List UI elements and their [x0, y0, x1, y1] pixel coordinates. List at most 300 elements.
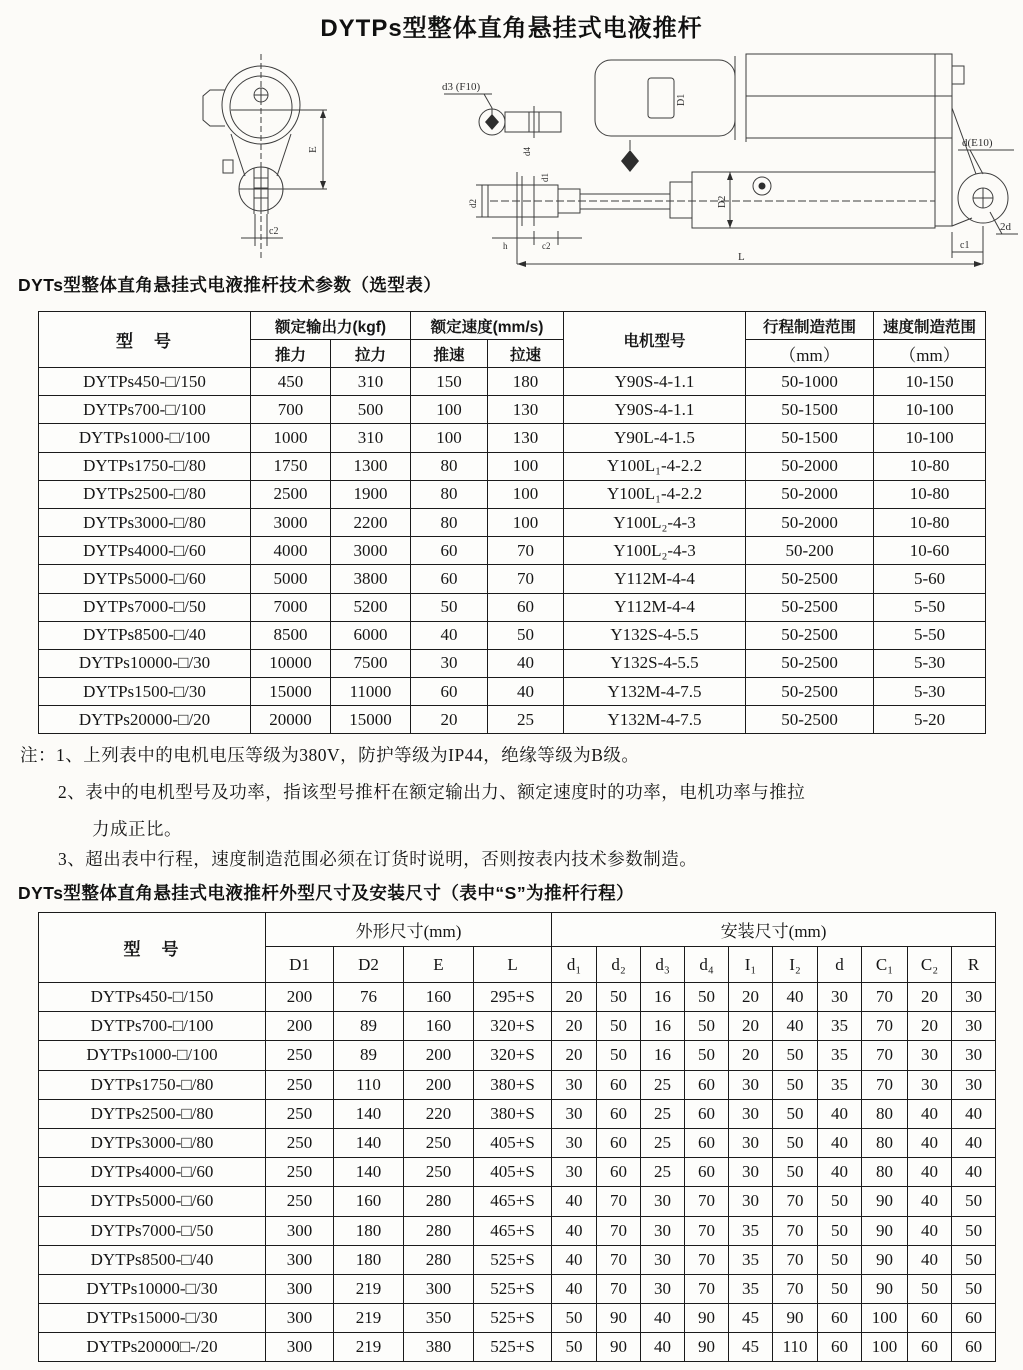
cell-D1: 200 [266, 983, 334, 1012]
header-pull-speed: 拉速 [488, 340, 564, 368]
cell-R: 40 [952, 1099, 996, 1128]
header-col-I1: I₁ [729, 947, 773, 983]
dim-label-d1: d1 [540, 173, 550, 182]
spec-table [38, 311, 986, 734]
cell-d3: 25 [641, 1099, 685, 1128]
cell-push-speed: 100 [411, 396, 488, 424]
header-col-I2: I₂ [773, 947, 818, 983]
table-row [39, 1070, 996, 1099]
cell-R: 30 [952, 1012, 996, 1041]
cell-model: DYTPs10000-□/30 [39, 649, 251, 677]
cell-pull-force: 310 [331, 424, 411, 452]
cell-pull-force: 310 [331, 368, 411, 396]
header-col-L: L [474, 947, 552, 983]
cell-I1: 35 [729, 1274, 773, 1303]
table-row [39, 706, 986, 734]
cell-d: 40 [818, 1158, 862, 1187]
cell-pull-speed: 100 [488, 480, 564, 508]
dimension-table-caption: DYTs型整体直角悬挂式电液推杆外型尺寸及安装尺寸（表中“S”为推杆行程） [18, 883, 635, 903]
cell-model: DYTPs3000-□/80 [39, 1128, 266, 1157]
cell-L: 525+S [474, 1245, 552, 1274]
cell-model: DYTPs450-□/150 [39, 983, 266, 1012]
cell-speed-range: 5-50 [874, 621, 986, 649]
spec-table-body [39, 368, 986, 734]
cell-d: 50 [818, 1216, 862, 1245]
cell-C2: 40 [908, 1158, 952, 1187]
cell-d1: 50 [552, 1304, 597, 1333]
cell-motor-model: Y100L₂-4-3 [564, 508, 746, 536]
header-col-d3: d₃ [641, 947, 685, 983]
right-view-geometry [444, 54, 1018, 267]
cell-I2: 50 [773, 1070, 818, 1099]
cell-pull-speed: 25 [488, 706, 564, 734]
cell-d1: 20 [552, 1012, 597, 1041]
cell-R: 50 [952, 1216, 996, 1245]
cell-stroke-range: 50-2000 [746, 508, 874, 536]
cell-speed-range: 5-20 [874, 706, 986, 734]
cell-I2: 70 [773, 1187, 818, 1216]
cell-d: 50 [818, 1274, 862, 1303]
cell-L: 320+S [474, 1041, 552, 1070]
cell-d4: 60 [685, 1158, 729, 1187]
cell-push-speed: 80 [411, 508, 488, 536]
cell-d2: 60 [597, 1128, 641, 1157]
cell-pull-force: 500 [331, 396, 411, 424]
cell-D1: 200 [266, 1012, 334, 1041]
cell-stroke-range: 50-1500 [746, 424, 874, 452]
dim-label-D1: D1 [676, 93, 687, 106]
cell-d1: 30 [552, 1128, 597, 1157]
cell-D1: 250 [266, 1070, 334, 1099]
dim-label-L: L [738, 251, 745, 263]
cell-E: 250 [404, 1128, 474, 1157]
cell-push-speed: 100 [411, 424, 488, 452]
cell-stroke-range: 50-2500 [746, 621, 874, 649]
cell-d3: 16 [641, 1012, 685, 1041]
cell-D1: 300 [266, 1245, 334, 1274]
cell-E: 380 [404, 1333, 474, 1362]
cell-motor-model: Y112M-4-4 [564, 593, 746, 621]
cell-d2: 70 [597, 1245, 641, 1274]
cell-push-force: 450 [251, 368, 331, 396]
cell-C1: 90 [862, 1187, 908, 1216]
header-model: 型 号 [39, 312, 251, 368]
cell-d3: 30 [641, 1187, 685, 1216]
cell-R: 60 [952, 1304, 996, 1333]
cell-model: DYTPs1750-□/80 [39, 1070, 266, 1099]
cell-model: DYTPs10000-□/30 [39, 1274, 266, 1303]
cell-push-force: 10000 [251, 649, 331, 677]
note-line-1: 注：1、上列表中的电机电压等级为380V，防护等级为IP44，绝缘等级为B级。 [20, 745, 640, 765]
table-row [39, 452, 986, 480]
cell-d4: 60 [685, 1070, 729, 1099]
cell-speed-range: 10-60 [874, 537, 986, 565]
cell-pull-speed: 100 [488, 508, 564, 536]
cell-d: 35 [818, 1012, 862, 1041]
cell-I1: 35 [729, 1245, 773, 1274]
cell-pull-force: 3000 [331, 537, 411, 565]
table-row [39, 537, 986, 565]
cell-push-speed: 40 [411, 621, 488, 649]
cell-C2: 30 [908, 1041, 952, 1070]
cell-C2: 40 [908, 1216, 952, 1245]
cell-I1: 20 [729, 983, 773, 1012]
left-view-geometry [203, 54, 327, 258]
cell-d4: 50 [685, 1012, 729, 1041]
cell-D1: 300 [266, 1274, 334, 1303]
drawing-left-view [185, 52, 400, 266]
cell-I1: 20 [729, 1012, 773, 1041]
table-row [39, 1099, 996, 1128]
cell-d: 30 [818, 983, 862, 1012]
table-row [39, 1012, 996, 1041]
drawing-right-view [430, 46, 1020, 274]
header-pull-force: 拉力 [331, 340, 411, 368]
cell-pull-speed: 70 [488, 537, 564, 565]
table-row [39, 1158, 996, 1187]
cell-R: 60 [952, 1333, 996, 1362]
cell-C1: 90 [862, 1274, 908, 1303]
cell-model: DYTPs8500-□/40 [39, 621, 251, 649]
label-2d: 2d [1000, 221, 1011, 233]
cell-d3: 16 [641, 983, 685, 1012]
dim-label-E: E [307, 146, 319, 153]
cell-E: 250 [404, 1158, 474, 1187]
cell-d3: 40 [641, 1304, 685, 1333]
cell-push-force: 7000 [251, 593, 331, 621]
cell-pull-force: 5200 [331, 593, 411, 621]
cell-d2: 50 [597, 983, 641, 1012]
table-row [39, 1041, 996, 1070]
cell-push-force: 1000 [251, 424, 331, 452]
cell-push-force: 15000 [251, 678, 331, 706]
dim-header-row-1 [39, 913, 996, 947]
cell-L: 465+S [474, 1187, 552, 1216]
cell-stroke-range: 50-2500 [746, 565, 874, 593]
cell-D1: 250 [266, 1158, 334, 1187]
cell-push-force: 8500 [251, 621, 331, 649]
page-title: DYTPs型整体直角悬挂式电液推杆 [320, 15, 703, 42]
cell-d3: 25 [641, 1128, 685, 1157]
cell-push-force: 1750 [251, 452, 331, 480]
cell-C1: 80 [862, 1099, 908, 1128]
cell-d3: 25 [641, 1158, 685, 1187]
cell-pull-speed: 130 [488, 396, 564, 424]
cell-D2: 140 [334, 1128, 404, 1157]
table-row [39, 621, 986, 649]
cell-d: 50 [818, 1187, 862, 1216]
header-push-force: 推力 [251, 340, 331, 368]
cell-d2: 70 [597, 1187, 641, 1216]
cell-C1: 70 [862, 1041, 908, 1070]
table-row [39, 678, 986, 706]
cell-I2: 50 [773, 1128, 818, 1157]
cell-I2: 90 [773, 1304, 818, 1333]
cell-d4: 70 [685, 1274, 729, 1303]
header-col-D1: D1 [266, 947, 334, 983]
cell-L: 405+S [474, 1158, 552, 1187]
header-stroke-range: 行程制造范围 [746, 312, 874, 340]
cell-model: DYTPs1000-□/100 [39, 1041, 266, 1070]
cell-D2: 89 [334, 1041, 404, 1070]
cell-D1: 250 [266, 1041, 334, 1070]
cell-D1: 300 [266, 1304, 334, 1333]
cell-E: 300 [404, 1274, 474, 1303]
cell-model: DYTPs20000□-/20 [39, 1333, 266, 1362]
cell-I2: 40 [773, 983, 818, 1012]
cell-E: 280 [404, 1245, 474, 1274]
cell-I2: 50 [773, 1158, 818, 1187]
cell-motor-model: Y100L₂-4-3 [564, 537, 746, 565]
dim-label-d2: d2 [468, 199, 478, 208]
cell-D2: 180 [334, 1216, 404, 1245]
table-row [39, 1333, 996, 1362]
cell-push-speed: 50 [411, 593, 488, 621]
cell-d: 60 [818, 1304, 862, 1333]
note-line-2: 2、表中的电机型号及功率，指该型号推杆在额定输出力、额定速度时的功率，电机功率与推拉 [58, 782, 806, 802]
cell-model: DYTPs1000-□/100 [39, 424, 251, 452]
note-line-2-cont: 力成正比。 [92, 819, 182, 839]
cell-d2: 60 [597, 1158, 641, 1187]
header-col-d2: d₂ [597, 947, 641, 983]
cell-C1: 70 [862, 1012, 908, 1041]
dim-label-c2-left: c2 [269, 226, 279, 237]
cell-C2: 60 [908, 1333, 952, 1362]
cell-E: 280 [404, 1187, 474, 1216]
cell-D1: 300 [266, 1333, 334, 1362]
table-row [39, 480, 986, 508]
cell-motor-model: Y100L₁-4-2.2 [564, 452, 746, 480]
cell-pull-force: 7500 [331, 649, 411, 677]
cell-L: 380+S [474, 1099, 552, 1128]
cell-d3: 30 [641, 1216, 685, 1245]
cell-model: DYTPs1500-□/30 [39, 678, 251, 706]
cell-D2: 180 [334, 1245, 404, 1274]
cell-push-force: 4000 [251, 537, 331, 565]
cell-model: DYTPs7000-□/50 [39, 1216, 266, 1245]
cell-model: DYTPs20000-□/20 [39, 706, 251, 734]
cell-d2: 50 [597, 1012, 641, 1041]
table-row [39, 1128, 996, 1157]
cell-L: 465+S [474, 1216, 552, 1245]
cell-d2: 90 [597, 1333, 641, 1362]
cell-model: DYTPs4000-□/60 [39, 1158, 266, 1187]
cell-pull-speed: 130 [488, 424, 564, 452]
header-speed-unit: （mm） [874, 340, 986, 368]
cell-d4: 70 [685, 1216, 729, 1245]
cell-push-speed: 80 [411, 480, 488, 508]
cell-stroke-range: 50-2500 [746, 678, 874, 706]
cell-d1: 20 [552, 1041, 597, 1070]
cell-d1: 20 [552, 983, 597, 1012]
cell-push-speed: 150 [411, 368, 488, 396]
cell-speed-range: 5-30 [874, 649, 986, 677]
cell-stroke-range: 50-2500 [746, 706, 874, 734]
cell-stroke-range: 50-1000 [746, 368, 874, 396]
header-col-d1: d₁ [552, 947, 597, 983]
cell-D1: 250 [266, 1128, 334, 1157]
cell-motor-model: Y90S-4-1.1 [564, 368, 746, 396]
cell-push-force: 700 [251, 396, 331, 424]
cell-R: 30 [952, 983, 996, 1012]
cell-d2: 70 [597, 1216, 641, 1245]
cell-R: 30 [952, 1070, 996, 1099]
cell-d1: 40 [552, 1245, 597, 1274]
cell-stroke-range: 50-200 [746, 537, 874, 565]
spec-header-row-1 [39, 312, 986, 340]
header-rated-speed: 额定速度(mm/s) [411, 312, 564, 340]
cell-E: 350 [404, 1304, 474, 1333]
cell-model: DYTPs15000-□/30 [39, 1304, 266, 1333]
cell-C2: 40 [908, 1128, 952, 1157]
cell-D2: 160 [334, 1187, 404, 1216]
cell-I1: 30 [729, 1099, 773, 1128]
cell-E: 160 [404, 1012, 474, 1041]
cell-stroke-range: 50-2500 [746, 649, 874, 677]
technical-drawings [0, 46, 1023, 274]
cell-pull-speed: 40 [488, 649, 564, 677]
note-line-3: 3、超出表中行程，速度制造范围必须在订货时说明，否则按表内技术参数制造。 [58, 849, 698, 869]
cell-R: 40 [952, 1158, 996, 1187]
cell-d3: 30 [641, 1245, 685, 1274]
cell-D1: 300 [266, 1216, 334, 1245]
cell-model: DYTPs450-□/150 [39, 368, 251, 396]
cell-push-speed: 60 [411, 537, 488, 565]
cell-E: 280 [404, 1216, 474, 1245]
dim-label-c1: c1 [960, 240, 970, 251]
cell-speed-range: 5-60 [874, 565, 986, 593]
cell-E: 200 [404, 1041, 474, 1070]
cell-model: DYTPs700-□/100 [39, 1012, 266, 1041]
cell-E: 160 [404, 983, 474, 1012]
cell-I2: 70 [773, 1245, 818, 1274]
header-col-C1: C₁ [862, 947, 908, 983]
header-col-E: E [404, 947, 474, 983]
cell-C1: 90 [862, 1216, 908, 1245]
cell-pull-speed: 40 [488, 678, 564, 706]
cell-stroke-range: 50-2000 [746, 452, 874, 480]
header-col-C2: C₂ [908, 947, 952, 983]
cell-d4: 90 [685, 1304, 729, 1333]
cell-R: 50 [952, 1274, 996, 1303]
cell-stroke-range: 50-2000 [746, 480, 874, 508]
cell-d: 40 [818, 1099, 862, 1128]
cell-motor-model: Y100L₁-4-2.2 [564, 480, 746, 508]
cell-pull-force: 2200 [331, 508, 411, 536]
cell-motor-model: Y132M-4-7.5 [564, 678, 746, 706]
cell-D2: 140 [334, 1099, 404, 1128]
cell-D2: 219 [334, 1274, 404, 1303]
cell-model: DYTPs7000-□/50 [39, 593, 251, 621]
cell-pull-force: 6000 [331, 621, 411, 649]
cell-I2: 50 [773, 1041, 818, 1070]
header-stroke-unit: （mm） [746, 340, 874, 368]
cell-d1: 30 [552, 1158, 597, 1187]
cell-I1: 30 [729, 1187, 773, 1216]
cell-push-force: 20000 [251, 706, 331, 734]
cell-I1: 30 [729, 1128, 773, 1157]
header-outline-group: 外形尺寸(mm) [266, 913, 552, 947]
cell-D2: 76 [334, 983, 404, 1012]
cell-d: 60 [818, 1333, 862, 1362]
header-install-group: 安装尺寸(mm) [552, 913, 996, 947]
cell-push-force: 3000 [251, 508, 331, 536]
dim-label-D2: D2 [717, 195, 728, 208]
cell-pull-force: 11000 [331, 678, 411, 706]
cell-model: DYTPs4000-□/60 [39, 537, 251, 565]
cell-I2: 50 [773, 1099, 818, 1128]
cell-R: 50 [952, 1245, 996, 1274]
table-row [39, 593, 986, 621]
spec-table-caption: DYTs型整体直角悬挂式电液推杆技术参数（选型表） [18, 275, 442, 295]
cell-d2: 70 [597, 1274, 641, 1303]
cell-model: DYTPs3000-□/80 [39, 508, 251, 536]
cell-pull-force: 1300 [331, 452, 411, 480]
cell-I2: 110 [773, 1333, 818, 1362]
cell-push-speed: 30 [411, 649, 488, 677]
cell-push-speed: 60 [411, 678, 488, 706]
cell-d2: 90 [597, 1304, 641, 1333]
cell-pull-speed: 50 [488, 621, 564, 649]
cell-D1: 250 [266, 1099, 334, 1128]
cell-d: 50 [818, 1245, 862, 1274]
cell-d4: 60 [685, 1099, 729, 1128]
cell-stroke-range: 50-2500 [746, 593, 874, 621]
header-speed-range: 速度制造范围 [874, 312, 986, 340]
cell-D1: 250 [266, 1187, 334, 1216]
header-col-d4: d₄ [685, 947, 729, 983]
cell-I1: 30 [729, 1158, 773, 1187]
cell-L: 405+S [474, 1128, 552, 1157]
cell-model: DYTPs5000-□/60 [39, 1187, 266, 1216]
cell-L: 295+S [474, 983, 552, 1012]
cell-d: 40 [818, 1128, 862, 1157]
cell-C2: 40 [908, 1187, 952, 1216]
cell-pull-force: 15000 [331, 706, 411, 734]
cell-D2: 110 [334, 1070, 404, 1099]
cell-d1: 50 [552, 1333, 597, 1362]
cell-D2: 219 [334, 1333, 404, 1362]
cell-d2: 50 [597, 1041, 641, 1070]
cell-C2: 30 [908, 1070, 952, 1099]
cell-d3: 25 [641, 1070, 685, 1099]
cell-C2: 50 [908, 1274, 952, 1303]
header-model: 型 号 [39, 913, 266, 983]
cell-C2: 20 [908, 983, 952, 1012]
header-col-D2: D2 [334, 947, 404, 983]
cell-d3: 40 [641, 1333, 685, 1362]
cell-C1: 70 [862, 1070, 908, 1099]
cell-C2: 40 [908, 1245, 952, 1274]
cell-speed-range: 10-100 [874, 396, 986, 424]
cell-d1: 40 [552, 1274, 597, 1303]
table-row [39, 1274, 996, 1303]
table-row [39, 368, 986, 396]
cell-C1: 90 [862, 1245, 908, 1274]
cell-d4: 50 [685, 983, 729, 1012]
cell-pull-force: 3800 [331, 565, 411, 593]
dim-label-d4: d4 [522, 147, 532, 156]
cell-C2: 60 [908, 1304, 952, 1333]
cell-L: 525+S [474, 1333, 552, 1362]
table-row [39, 424, 986, 452]
table-row [39, 565, 986, 593]
cell-model: DYTPs1750-□/80 [39, 452, 251, 480]
table-row [39, 396, 986, 424]
cell-pull-speed: 180 [488, 368, 564, 396]
cell-motor-model: Y132M-4-7.5 [564, 706, 746, 734]
cell-C2: 20 [908, 1012, 952, 1041]
